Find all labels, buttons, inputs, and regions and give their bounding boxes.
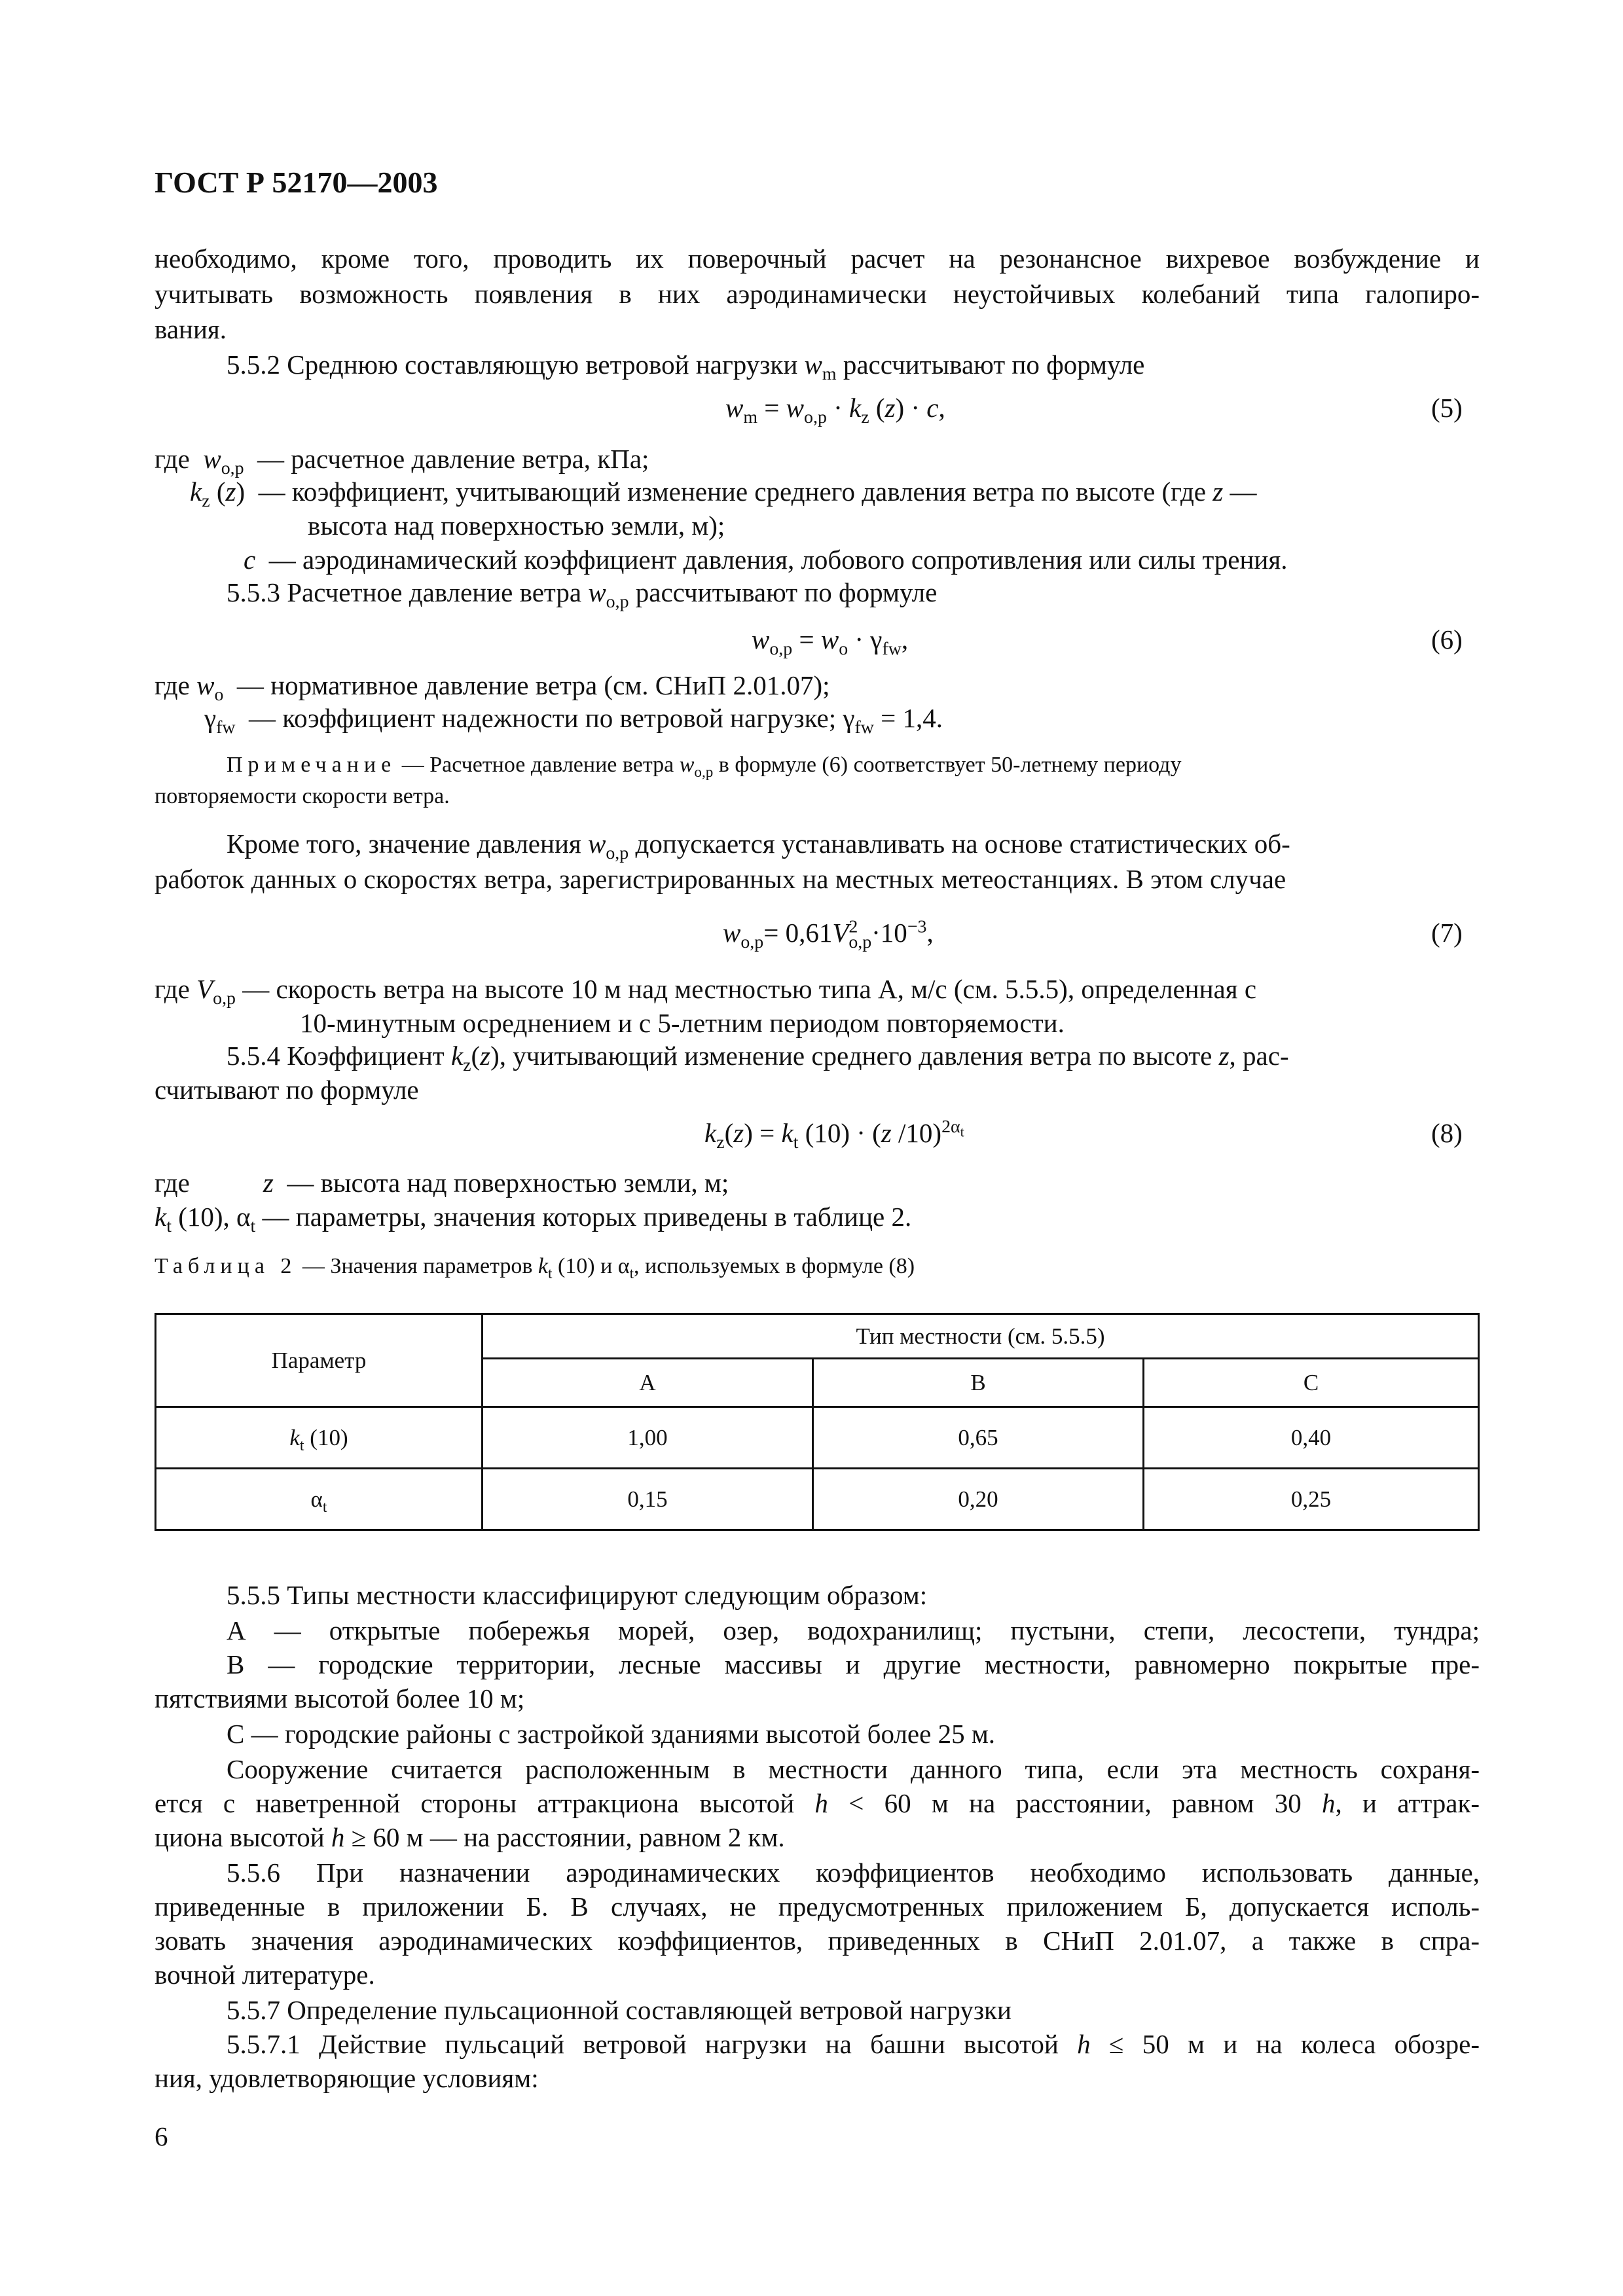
definition-gamma: $\gamma_{fw}$ — коэффициент надежности по ветровой нагрузке; $\gamma_{fw} = 1,4$. <box>204 703 943 738</box>
section-5-5-2-text: 5.5.2 Среднюю составляющую ветровой нагрузки $w_m$ рассчитывают по формуле <box>227 350 1145 385</box>
section-5-5-5-l2: А — открытые побережья морей, озер, водохранилищ; пустыни, степи, лесостепи, тундра; <box>227 1615 1480 1645</box>
table-cell: 0,25 <box>1144 1469 1479 1530</box>
section-5-5-5-l8: циона высотой h ≥ 60 м — на расстоянии, равном 2 км. <box>155 1822 785 1852</box>
formula-6: $w_{o,p} = w_o \cdot \gamma_{fw}$, <box>752 624 909 660</box>
table-row <box>156 1407 1479 1469</box>
section-5-5-7-l2: 5.5.7.1 Действие пульсаций ветровой нагрузки на башни высотой h ≤ 50 м и на колеса обозре- <box>227 2029 1480 2059</box>
table-cell: 0,20 <box>813 1469 1144 1530</box>
table-header-parameter: Параметр <box>156 1314 483 1407</box>
table-row-label-alpha: $\alpha_t$ <box>156 1469 483 1530</box>
section-5-5-4-line-1: 5.5.4 Коэффициент $k_z(z)$, учитывающий изменение среднего давления ветра по высоте z, рас- <box>227 1041 1289 1076</box>
section-5-5-6-l3: зовать значения аэродинамических коэффициентов, приведенных в СНиП 2.01.07, а также в спра- <box>155 1926 1480 1956</box>
equation-number-6: (6) <box>1431 624 1463 655</box>
definition-wo: где $w_o$ — нормативное давление ветра (см. СНиП 2.01.07); <box>155 670 830 706</box>
section-5-5-5-l6: Сооружение считается расположенным в местности данного типа, если эта местность сохраня- <box>227 1754 1480 1784</box>
intro-line-3: вания. <box>155 314 227 344</box>
section-5-5-7-l3: ния, удовлетворяющие условиям: <box>155 2063 539 2093</box>
equation-number-5: (5) <box>1431 393 1463 423</box>
table-cell: 1,00 <box>483 1407 813 1469</box>
formula-7: $w_{o,p}= 0,61V^2_{o,p}\cdot 10^{-3}$, <box>723 916 934 953</box>
table-row-label-kt: $k_t$ (10) <box>156 1407 483 1469</box>
definition-kz-cont: высота над поверхностью земли, м); <box>308 511 725 541</box>
table-cell: 0,40 <box>1144 1407 1479 1469</box>
extra-line-2: работок данных о скоростях ветра, зарегистрированных на местных метеостанциях. В этом случае <box>155 864 1286 894</box>
definition-wop: где $w_{o,p}$ — расчетное давление ветра, кПа; <box>155 444 649 479</box>
table-header-terrain-type: Тип местности (см. 5.5.5) <box>483 1314 1479 1359</box>
page-header: ГОСТ Р 52170—2003 <box>155 166 438 199</box>
formula-8: $k_z(z) = k_t$ (10) · (z /10)$^{2\alpha_t}$ <box>704 1117 964 1153</box>
equation-number-7: (7) <box>1431 918 1463 948</box>
section-5-5-5-l5: С — городские районы с застройкой зданиями высотой более 25 м. <box>227 1719 996 1749</box>
definition-kt-alpha: $k_t$ (10), $\alpha_t$ — параметры, значения которых приведены в таблице 2. <box>155 1202 912 1237</box>
section-5-5-5-l7: ется с наветренной стороны аттракциона высотой h < 60 м на расстоянии, равном 30 h, и аттрак- <box>155 1788 1480 1818</box>
intro-line-2: учитывать возможность появления в них аэродинамически неустойчивых колебаний типа галопиро- <box>155 279 1480 309</box>
note-line-1: Примечание — Расчетное давление ветра $w_{o,p}$ в формуле (6) соответствует 50-летнему периоду <box>227 753 1182 781</box>
table-col-c: C <box>1144 1359 1479 1407</box>
page-number: 6 <box>155 2121 168 2151</box>
section-5-5-3-text: 5.5.3 Расчетное давление ветра $w_{o,p}$ рассчитывают по формуле <box>227 577 938 613</box>
definition-vop-cont: 10-минутным осреднением и с 5-летним периодом повторяемости. <box>300 1008 1065 1038</box>
definition-z: где z — высота над поверхностью земли, м; <box>155 1168 729 1198</box>
note-line-2: повторяемости скорости ветра. <box>155 784 450 808</box>
definition-kz: $k_z$ (z) — коэффициент, учитывающий изменение среднего давления ветра по высоте (где z — <box>190 476 1257 512</box>
definition-vop: где $V_{o,p}$ — скорость ветра на высоте 10 м над местностью типа А, м/с (см. 5.5.5), определенная с <box>155 974 1257 1009</box>
table-col-b: B <box>813 1359 1144 1407</box>
table-cell: 0,15 <box>483 1469 813 1530</box>
definition-c: c — аэродинамический коэффициент давления, лобового сопротивления или силы трения. <box>244 545 1288 575</box>
section-5-5-5-l4: пятствиями высотой более 10 м; <box>155 1683 525 1713</box>
section-5-5-6-l4: вочной литературе. <box>155 1960 375 1990</box>
formula-5: $w_m = w_{o,p} \cdot k_z$ (z) · c, <box>725 393 945 428</box>
extra-line-1: Кроме того, значение давления $w_{o,p}$ допускается устанавливать на основе статистических об- <box>227 829 1290 864</box>
table-cell: 0,65 <box>813 1407 1144 1469</box>
table-row <box>156 1469 1479 1530</box>
table-caption: Таблица 2 — Значения параметров $k_t$ (10) и $\alpha_t$, используемых в формуле (8) <box>155 1254 915 1282</box>
parameters-table <box>155 1313 1480 1531</box>
section-5-5-4-line-2: считывают по формуле <box>155 1075 419 1105</box>
section-5-5-5-l1: 5.5.5 Типы местности классифицируют следующим образом: <box>227 1580 928 1610</box>
intro-line-1: необходимо, кроме того, проводить их поверочный расчет на резонансное вихревое возбуждение и <box>155 243 1480 274</box>
note-label: Примечание <box>227 753 397 777</box>
section-5-5-7-l1: 5.5.7 Определение пульсационной составляющей ветровой нагрузки <box>227 1995 1012 2025</box>
section-5-5-6-l2: приведенные в приложении Б. В случаях, не предусмотренных приложением Б, допускается исполь- <box>155 1892 1480 1922</box>
table-col-a: A <box>483 1359 813 1407</box>
section-5-5-5-l3: В — городские территории, лесные массивы и другие местности, равномерно покрытые пре- <box>227 1649 1480 1679</box>
equation-number-8: (8) <box>1431 1118 1463 1148</box>
section-5-5-6-l1: 5.5.6 При назначении аэродинамических коэффициентов необходимо использовать данные, <box>227 1857 1480 1888</box>
